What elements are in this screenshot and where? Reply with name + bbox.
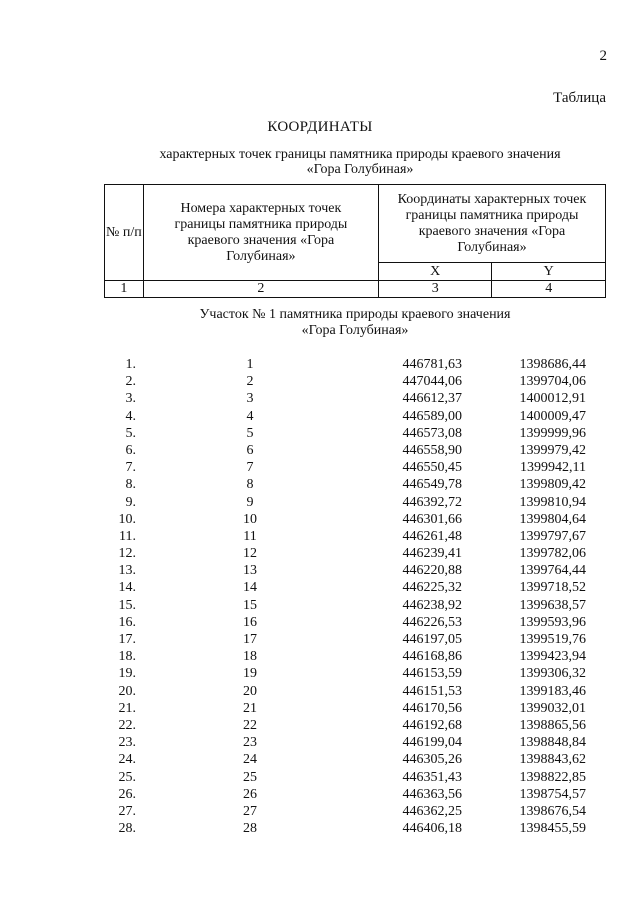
table-row: [0, 735, 640, 752]
table-row: [0, 718, 640, 735]
header-index-3: 3: [379, 281, 492, 298]
table-row: [0, 580, 640, 597]
coord-y: 1399704,06: [519, 374, 586, 390]
point-number: 22: [243, 717, 257, 733]
coord-x: 446151,53: [402, 683, 462, 699]
coord-y: 1399764,44: [519, 563, 586, 579]
row-number: 15.: [118, 597, 136, 613]
row-number: 24.: [118, 752, 136, 768]
row-number: 4.: [125, 408, 136, 424]
point-number: 28: [243, 821, 257, 837]
coordinates-list: [0, 357, 640, 838]
coord-y: 1399942,11: [520, 460, 586, 476]
coord-x: 446549,78: [402, 477, 462, 493]
row-number: 3.: [125, 391, 136, 407]
row-number: 19.: [118, 666, 136, 682]
point-number: 15: [243, 597, 257, 613]
table-row: [0, 374, 640, 391]
coord-x: 446199,04: [402, 735, 462, 751]
coord-x: 446238,92: [402, 597, 462, 613]
header-index-4: 4: [492, 281, 606, 298]
subtitle-line-1: характерных точек границы памятника природы краевого значения: [159, 147, 561, 162]
point-number: 11: [243, 528, 257, 544]
table-row: [0, 391, 640, 408]
coord-y: 1399804,64: [519, 511, 586, 527]
point-number: 23: [243, 735, 257, 751]
point-number: 13: [243, 563, 257, 579]
table-row: [0, 409, 640, 426]
point-number: 3: [246, 391, 254, 407]
document-title: КООРДИНАТЫ: [267, 119, 373, 135]
coord-y: 1399718,52: [519, 580, 586, 596]
table-row: [0, 460, 640, 477]
point-number: 12: [243, 546, 257, 562]
row-number: 2.: [125, 374, 136, 390]
table-row: [0, 649, 640, 666]
row-number: 22.: [118, 717, 136, 733]
coord-y: 1398848,84: [519, 735, 586, 751]
coord-x: 446351,43: [402, 769, 462, 785]
table-row: [0, 477, 640, 494]
coord-x: 446406,18: [402, 821, 462, 837]
coord-x: 446168,86: [402, 649, 462, 665]
point-number: 24: [243, 752, 257, 768]
point-number: 2: [246, 374, 254, 390]
coord-y: 1399519,76: [519, 632, 586, 647]
row-number: 5.: [125, 425, 136, 441]
coord-x: 446573,08: [402, 425, 462, 441]
coord-x: 446589,00: [402, 408, 462, 424]
coord-x: 446363,56: [402, 786, 462, 802]
point-number: 16: [243, 614, 257, 630]
coord-x: 446550,45: [402, 460, 462, 476]
subtitle-line-2: «Гора Голубиная»: [306, 162, 414, 177]
point-number: 27: [243, 803, 257, 819]
coord-x: 446261,48: [402, 528, 462, 544]
header-col-points: Номера характерных точек границы памятника природы краевого значения «Гора Голубиная»: [143, 185, 378, 281]
table-row: [0, 563, 640, 580]
coord-y: 1398686,44: [519, 357, 586, 372]
point-number: 6: [246, 442, 254, 458]
row-number: 23.: [118, 735, 136, 751]
header-index-2: 2: [143, 281, 378, 298]
row-number: 10.: [118, 511, 136, 527]
point-number: 14: [243, 580, 257, 596]
header-index-1: 1: [105, 281, 144, 298]
coord-x: 446392,72: [402, 494, 462, 510]
row-number: 1.: [125, 357, 136, 372]
point-number: 20: [243, 683, 257, 699]
row-number: 26.: [118, 786, 136, 802]
row-number: 7.: [125, 460, 136, 476]
coord-y: 1398822,85: [519, 769, 586, 785]
table-row: [0, 615, 640, 632]
section-heading: [0, 307, 640, 339]
section-line-2: «Гора Голубиная»: [301, 323, 409, 338]
coord-x: 446170,56: [402, 700, 462, 716]
point-number: 19: [243, 666, 257, 682]
coord-y: 1399183,46: [519, 683, 586, 699]
point-number: 9: [246, 494, 254, 510]
coord-y: 1399423,94: [519, 649, 586, 665]
coord-y: 1399032,01: [519, 700, 586, 716]
coord-x: 446305,26: [402, 752, 462, 768]
coord-x: 446226,53: [402, 614, 462, 630]
table-row: [0, 443, 640, 460]
coord-x: 446239,41: [402, 546, 462, 562]
coord-x: 446220,88: [402, 563, 462, 579]
point-number: 4: [246, 408, 254, 424]
point-number: 17: [243, 632, 257, 647]
coord-x: 446192,68: [402, 717, 462, 733]
row-number: 11.: [119, 528, 136, 544]
point-number: 25: [243, 769, 257, 785]
row-number: 21.: [118, 700, 136, 716]
table-row: [0, 426, 640, 443]
point-number: 5: [246, 425, 254, 441]
table-row: [0, 804, 640, 821]
coord-y: 1400012,91: [519, 391, 586, 407]
coord-y: 1398865,56: [519, 717, 586, 733]
coord-y: 1399809,42: [519, 477, 586, 493]
row-number: 20.: [118, 683, 136, 699]
table-row: [0, 632, 640, 649]
point-number: 18: [243, 649, 257, 665]
coord-y: 1399797,67: [519, 528, 586, 544]
point-number: 8: [246, 477, 254, 493]
section-line-1: Участок № 1 памятника природы краевого значения: [199, 307, 511, 322]
table-row: [0, 666, 640, 683]
table-row: [0, 701, 640, 718]
page-number: 2: [599, 48, 607, 64]
coord-y: 1398754,57: [519, 786, 586, 802]
point-number: 1: [246, 357, 254, 372]
coord-y: 1399306,32: [519, 666, 586, 682]
row-number: 27.: [118, 803, 136, 819]
header-col-coordinates: Координаты характерных точек границы памятника природы краевого значения «Гора Голубиная»: [379, 185, 606, 263]
row-number: 28.: [118, 821, 136, 837]
coord-x: 446301,66: [402, 511, 462, 527]
row-number: 13.: [118, 563, 136, 579]
table-row: [0, 598, 640, 615]
table-row: [0, 821, 640, 838]
coord-y: 1400009,47: [519, 408, 586, 424]
point-number: 26: [243, 786, 257, 802]
coord-y: 1399999,96: [519, 425, 586, 441]
table-row: [0, 684, 640, 701]
row-number: 17.: [118, 632, 136, 647]
row-number: 6.: [125, 442, 136, 458]
coord-y: 1399782,06: [519, 546, 586, 562]
table-row: [0, 752, 640, 769]
header-table: [104, 184, 606, 298]
header-col-x: X: [379, 263, 492, 281]
coord-x: 446781,63: [402, 357, 462, 372]
row-number: 16.: [118, 614, 136, 630]
coord-x: 446612,37: [402, 391, 462, 407]
point-number: 7: [246, 460, 254, 476]
row-number: 25.: [118, 769, 136, 785]
table-row: [0, 546, 640, 563]
coord-y: 1398843,62: [519, 752, 586, 768]
coord-x: 446153,59: [402, 666, 462, 682]
header-col-y: Y: [492, 263, 606, 281]
table-label: Таблица: [553, 90, 606, 106]
table-row: [0, 357, 640, 374]
row-number: 12.: [118, 546, 136, 562]
coord-y: 1399979,42: [519, 442, 586, 458]
row-number: 8.: [125, 477, 136, 493]
header-col-number: № п/п: [105, 185, 144, 281]
coord-y: 1398455,59: [519, 821, 586, 837]
coord-x: 447044,06: [402, 374, 462, 390]
coord-x: 446225,32: [402, 580, 462, 596]
coord-x: 446558,90: [402, 442, 462, 458]
coord-x: 446362,25: [402, 803, 462, 819]
row-number: 18.: [118, 649, 136, 665]
coord-x: 446197,05: [402, 632, 462, 647]
table-row: [0, 770, 640, 787]
coord-y: 1399638,57: [519, 597, 586, 613]
coord-y: 1399810,94: [519, 494, 586, 510]
point-number: 10: [243, 511, 257, 527]
coord-y: 1398676,54: [519, 803, 586, 819]
table-row: [0, 529, 640, 546]
table-row: [0, 495, 640, 512]
row-number: 14.: [118, 580, 136, 596]
row-number: 9.: [125, 494, 136, 510]
document-subtitle: [0, 147, 640, 177]
coord-y: 1399593,96: [519, 614, 586, 630]
point-number: 21: [243, 700, 257, 716]
table-row: [0, 512, 640, 529]
table-row: [0, 787, 640, 804]
